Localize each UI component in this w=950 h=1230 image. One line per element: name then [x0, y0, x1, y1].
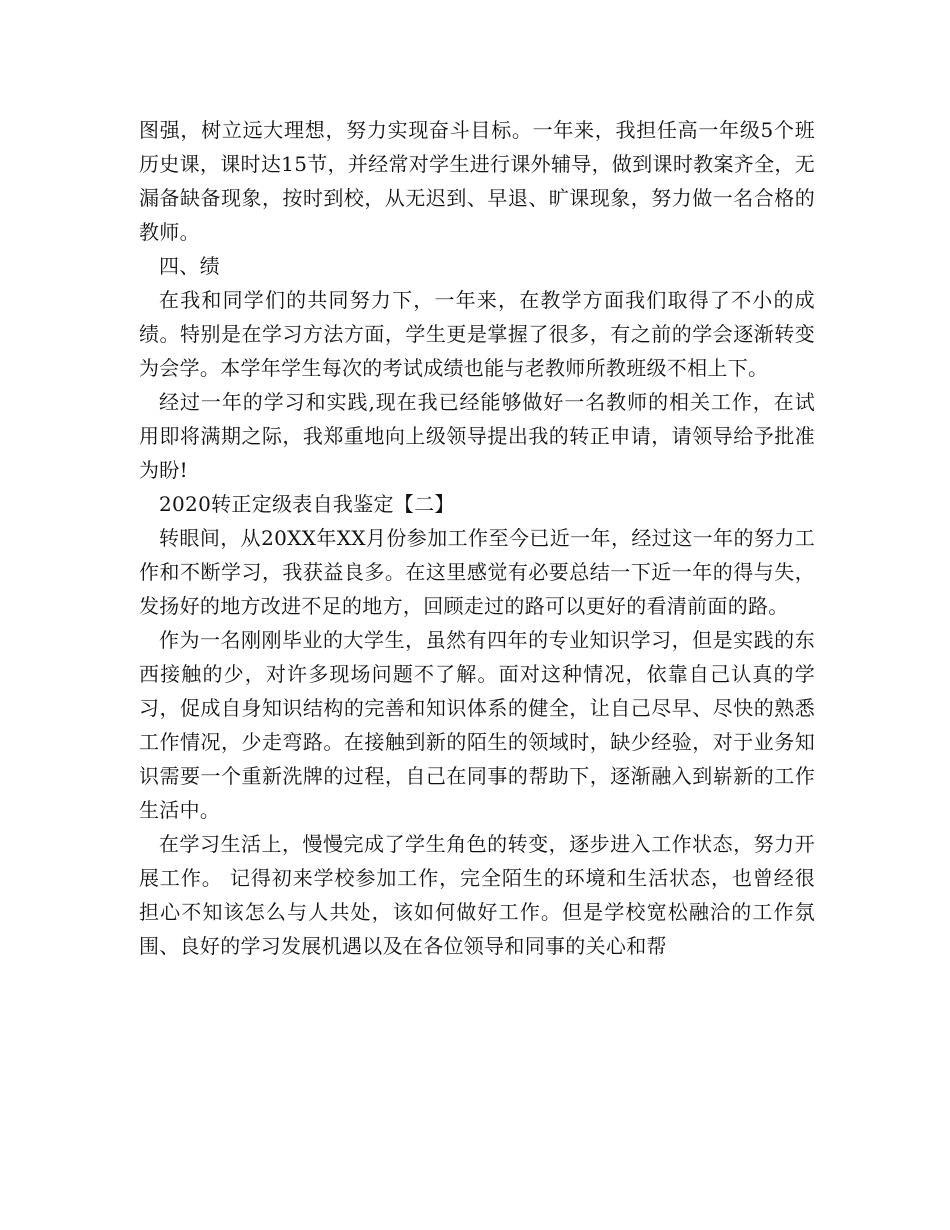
paragraph-review: 转眼间，从20XX年XX月份参加工作至今已近一年，经过这一年的努力工作和不断学习，我获益良多。在这里感觉有必要总结一下近一年的得与失，发扬好的地方改进不足的地方，回顾走过的路可以更好的看清前面的路。	[139, 526, 815, 618]
paragraph-achievements: 在我和同学们的共同努力下，一年来，在教学方面我们取得了不小的成绩。特别是在学习方法方面，学生更是掌握了很多，有之前的学会逐渐转变为会学。本学年学生每次的考试成绩也能与老教师所教班级不相上下。	[139, 288, 815, 380]
paragraph-continued-intro: 图强，树立远大理想，努力实现奋斗目标。一年来，我担任高一年级5个班历史课，课时达15节，并经常对学生进行课外辅导，做到课时教案齐全，无漏备缺备现象，按时到校，从无迟到、早退、旷课现象，努力做一名合格的教师。	[139, 118, 815, 244]
paragraph-graduate: 作为一名刚刚毕业的大学生，虽然有四年的专业知识学习，但是实践的东西接触的少，对许多现场问题不了解。面对这种情况，依靠自己认真的学习，促成自身知识结构的完善和知识体系的健全，让自己尽早、尽快的熟悉工作情况，少走弯路。在接触到新的陌生的领域时，缺少经验，对于业务知识需要一个重新洗牌的过程，自己在同事的帮助下，逐渐融入到崭新的工作生活中。	[139, 628, 815, 822]
paragraph-application: 经过一年的学习和实践,现在我已经能够做好一名教师的相关工作，在试用即将满期之际，我郑重地向上级领导提出我的转正申请，请领导给予批准为盼!	[139, 390, 815, 482]
section-heading-achievements: 四、绩	[159, 254, 220, 278]
section-heading-part-two: 2020转正定级表自我鉴定【二】	[159, 492, 455, 516]
paragraph-study-life: 在学习生活上，慢慢完成了学生角色的转变，逐步进入工作状态，努力开展工作。 记得初来学校参加工作，完全陌生的环境和生活状态，也曾经很担心不知该怎么与人共处，该如何做好工作。但是学校宽松融洽的工作氛围、良好的学习发展机遇以及在各位领导和同事的关心和帮	[139, 832, 815, 958]
document-body	[139, 113, 815, 963]
